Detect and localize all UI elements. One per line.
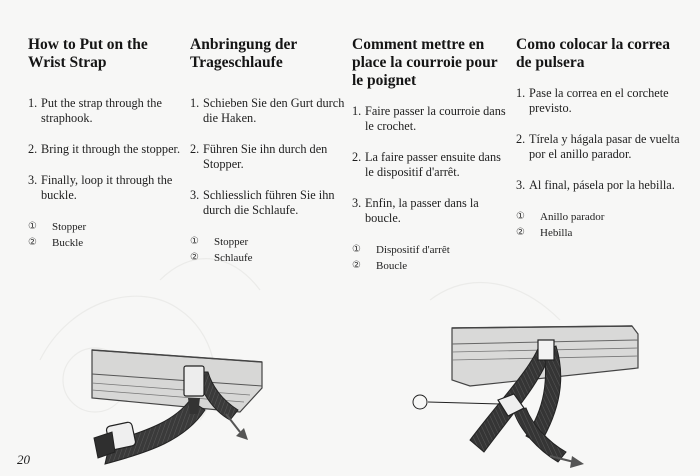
english-step-1: 1. Put the strap through the straphook. bbox=[28, 96, 162, 125]
french-step-1: 1. Faire passer la courroie dans le crochet. bbox=[352, 104, 506, 133]
circled-one-icon: ① bbox=[516, 211, 525, 222]
french-legend-stopper: ① Dispositif d'arrêt bbox=[352, 244, 450, 256]
french-step-3: 3. Enfin, la passer dans la boucle. bbox=[352, 196, 479, 225]
spanish-legend-hebilla: ② Hebilla bbox=[516, 227, 573, 239]
circled-one-icon: ① bbox=[28, 221, 37, 232]
page-number: 20 bbox=[17, 452, 30, 467]
circled-one-icon: ① bbox=[352, 244, 361, 255]
german-legend-schlaufe: ② Schlaufe bbox=[190, 252, 253, 264]
spanish-step-1: 1. Pase la correa en el corchete previsto. bbox=[516, 86, 669, 115]
english-title: How to Put on the Wrist Strap bbox=[28, 36, 148, 71]
german-step-2: 2. Führen Sie ihn durch den Stopper. bbox=[190, 142, 328, 171]
circled-two-icon: ② bbox=[516, 227, 525, 238]
german-step-1: 1. Schieben Sie den Gurt durch die Haken. bbox=[190, 96, 345, 125]
french-legend-boucle: ② Boucle bbox=[352, 260, 408, 272]
spanish-title: Como colocar la correa de pulsera bbox=[516, 36, 670, 71]
circled-one-icon: ① bbox=[190, 236, 199, 247]
english-legend-buckle: ② Buckle bbox=[28, 237, 84, 249]
english-step-2: 2. Bring it through the stopper. bbox=[28, 142, 181, 156]
pull-arrow-icon bbox=[550, 456, 584, 468]
english-legend-stopper: ① Stopper bbox=[28, 221, 87, 233]
german-title: Anbringung der Trageschlaufe bbox=[190, 36, 297, 71]
circled-two-icon: ② bbox=[190, 252, 199, 263]
german-step-3: 3. Schliesslich führen Sie ihn durch die Schlaufe. bbox=[190, 188, 335, 217]
callout-line bbox=[428, 402, 500, 404]
circled-two-icon: ② bbox=[28, 237, 37, 248]
callout-label bbox=[415, 395, 425, 409]
circled-two-icon: ② bbox=[352, 260, 361, 271]
spanish-legend-stopper: ① Anillo parador bbox=[516, 211, 605, 223]
french-step-2: 2. La faire passer ensuite dans le dispositif d'arrêt. bbox=[352, 150, 501, 179]
french-title: Comment mettre en place la courroie pour le poignet bbox=[352, 36, 498, 89]
german-legend-stopper: ① Stopper bbox=[190, 236, 249, 248]
spanish-step-3: 3. Al final, pásela por la hebilla. bbox=[516, 178, 675, 192]
strap-hook bbox=[538, 340, 554, 360]
spanish-step-2: 2. Tírela y hágala pasar de vuelta por el anillo parador. bbox=[516, 132, 680, 161]
english-step-3: 3. Finally, loop it through the buckle. bbox=[28, 173, 173, 202]
